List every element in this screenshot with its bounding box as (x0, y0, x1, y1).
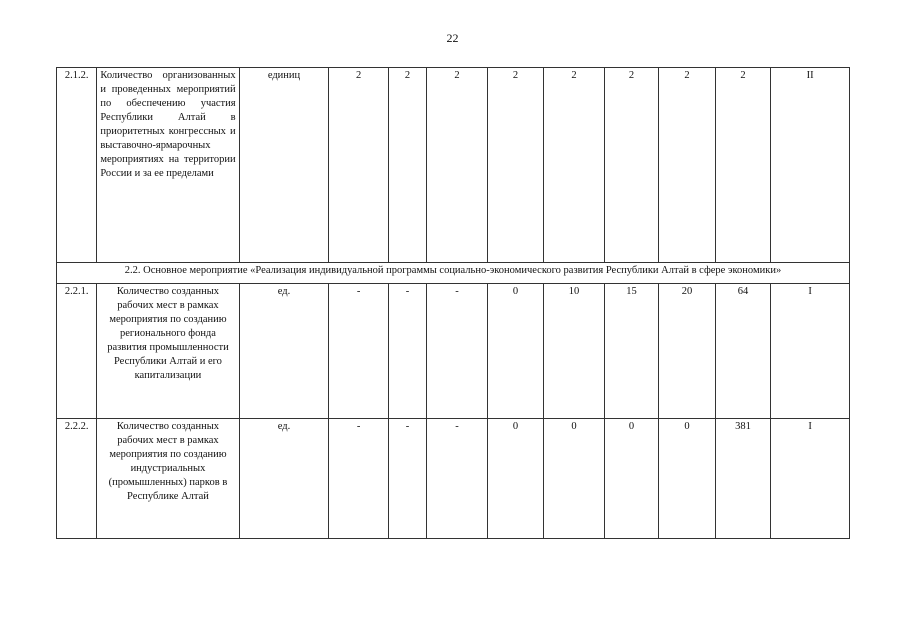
type-cell: II (771, 68, 850, 263)
value-cell: - (388, 284, 426, 419)
type-cell: I (771, 284, 850, 419)
unit-cell: ед. (239, 284, 329, 419)
value-cell: 2 (487, 68, 543, 263)
type-cell: I (771, 419, 850, 539)
value-cell: 0 (544, 419, 605, 539)
page-number: 22 (446, 31, 459, 45)
value-cell: 381 (715, 419, 770, 539)
row-number: 2.2.2. (57, 419, 97, 539)
table-row (57, 419, 850, 539)
value-cell: 64 (715, 284, 770, 419)
value-cell: - (427, 419, 488, 539)
section-header: 2.2. Основное мероприятие «Реализация индивидуальной программы социально-экономического развития Республики Алтай в сфере экономики» (57, 263, 850, 284)
value-cell: - (329, 284, 389, 419)
value-cell: 0 (487, 284, 543, 419)
table-row (57, 284, 850, 419)
value-cell: 2 (604, 68, 658, 263)
value-cell: 20 (659, 284, 715, 419)
indicator-name: Количество созданных рабочих мест в рамках мероприятия по созданию регионального фонда развития промышленности Республики Алтай и его капитализации (97, 284, 239, 419)
section-row (57, 263, 850, 284)
value-cell: 2 (659, 68, 715, 263)
indicator-name: Количество созданных рабочих мест в рамках мероприятия по созданию индустриальных (промышленных) парков в Республике Алтай (97, 419, 239, 539)
value-cell: - (388, 419, 426, 539)
indicator-name: Количество организованных и проведенных мероприятий по обеспечению участия Республики Алтай в приоритетных конгрессных и выставочно-ярмарочных мероприятиях на территории России и за ее пределами (97, 68, 239, 263)
indicators-table (56, 67, 850, 539)
value-cell: 2 (427, 68, 488, 263)
unit-cell: единиц (239, 68, 329, 263)
value-cell: 10 (544, 284, 605, 419)
row-number: 2.2.1. (57, 284, 97, 419)
value-cell: 0 (604, 419, 658, 539)
table-row (57, 68, 850, 263)
value-cell: 2 (715, 68, 770, 263)
value-cell: 0 (659, 419, 715, 539)
value-cell: - (329, 419, 389, 539)
value-cell: 2 (388, 68, 426, 263)
unit-cell: ед. (239, 419, 329, 539)
value-cell: 0 (487, 419, 543, 539)
value-cell: 2 (544, 68, 605, 263)
value-cell: 2 (329, 68, 389, 263)
value-cell: 15 (604, 284, 658, 419)
row-number: 2.1.2. (57, 68, 97, 263)
value-cell: - (427, 284, 488, 419)
